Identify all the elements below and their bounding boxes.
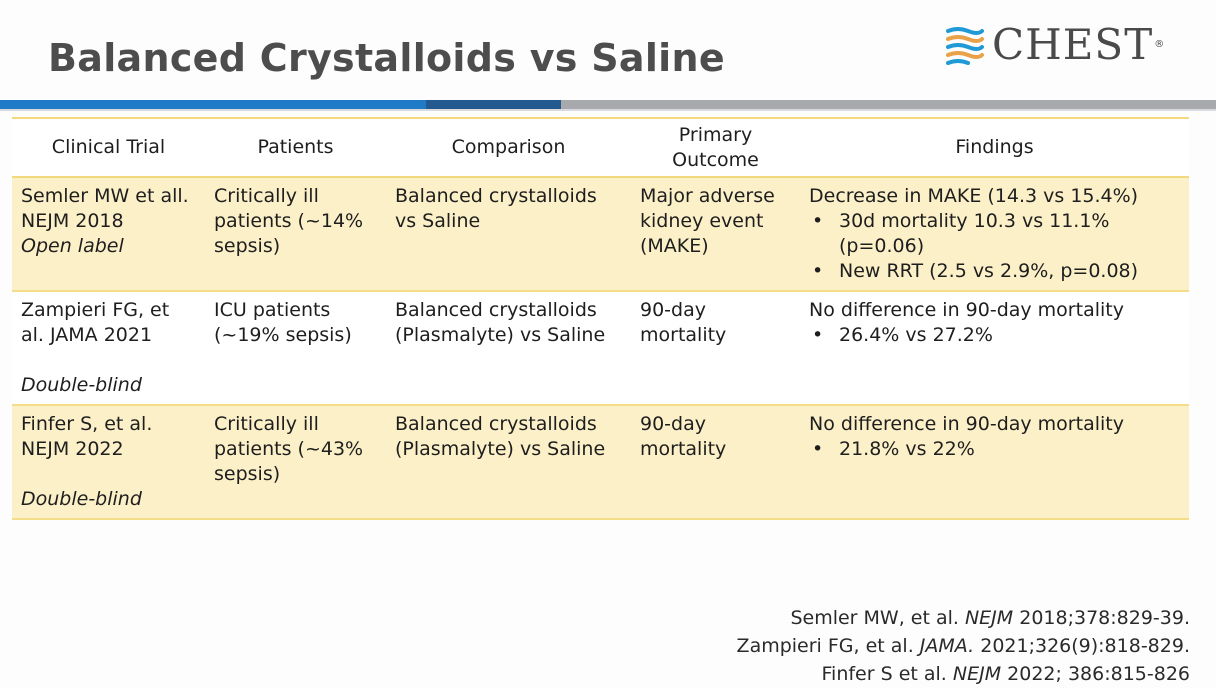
trial-name: Semler MW et all. NEJM 2018 — [21, 185, 189, 232]
patients-cell: Critically ill patients (~43% sepsis) — [205, 405, 386, 519]
reference-journal: JAMA. — [919, 635, 975, 657]
findings-cell — [800, 177, 1189, 291]
patients-cell: ICU patients (~19% sepsis) — [205, 291, 386, 405]
trials-table — [12, 117, 1189, 520]
logo-wordmark: CHEST — [992, 19, 1154, 69]
reference-line — [737, 632, 1190, 660]
finding-bullet: • New RRT (2.5 vs 2.9%, p=0.08) — [809, 259, 1181, 284]
chest-logo-icon — [944, 23, 986, 65]
comparison-cell: Balanced crystalloids vs Saline — [386, 177, 631, 291]
finding-bullet: • 21.8% vs 22% — [809, 437, 1181, 462]
trial-design: Double-blind — [21, 488, 142, 510]
header-clinical-trial: Clinical Trial — [12, 118, 205, 177]
reference-citation: 2022; 386:815-826 — [1001, 663, 1190, 685]
findings-cell — [800, 291, 1189, 405]
finding-summary: No difference in 90-day mortality — [809, 299, 1124, 321]
finding-bullets — [809, 323, 1181, 348]
chest-logo — [944, 20, 1164, 68]
outcome-cell: 90-day mortality — [631, 405, 800, 519]
reference-journal: NEJM — [964, 607, 1014, 629]
outcome-cell: Major adverse kidney event (MAKE) — [631, 177, 800, 291]
findings-cell — [800, 405, 1189, 519]
header-primary-outcome — [631, 118, 800, 177]
reference-authors: Finfer S et al. — [821, 663, 953, 685]
registered-mark: ® — [1154, 38, 1165, 50]
header-comparison: Comparison — [386, 118, 631, 177]
table-header-row — [12, 118, 1189, 177]
band-blue — [0, 100, 426, 109]
finding-bullet: • 26.4% vs 27.2% — [809, 323, 1181, 348]
reference-line — [737, 660, 1190, 688]
table-row — [12, 291, 1189, 405]
patients-cell: Critically ill patients (~14% sepsis) — [205, 177, 386, 291]
header-primary-outcome-label: Primary Outcome — [672, 123, 759, 171]
references — [737, 604, 1190, 688]
band-shadow — [0, 109, 1216, 111]
finding-bullet: • 30d mortality 10.3 vs 11.1% (p=0.06) — [809, 209, 1181, 259]
outcome-cell: 90-day mortality — [631, 291, 800, 405]
trial-cell — [12, 177, 205, 291]
header-patients: Patients — [205, 118, 386, 177]
trial-design: Double-blind — [21, 374, 142, 396]
reference-authors: Semler MW, et al. — [790, 607, 965, 629]
trial-cell — [12, 405, 205, 519]
finding-bullets — [809, 209, 1181, 284]
table-row — [12, 405, 1189, 519]
header-findings: Findings — [800, 118, 1189, 177]
band-gray — [561, 100, 1216, 109]
table-row — [12, 177, 1189, 291]
comparison-cell: Balanced crystalloids (Plasmalyte) vs Saline — [386, 291, 631, 405]
finding-summary: No difference in 90-day mortality — [809, 413, 1124, 435]
slide-title: Balanced Crystalloids vs Saline — [48, 36, 725, 80]
reference-citation: 2018;378:829-39. — [1013, 607, 1190, 629]
reference-line — [737, 604, 1190, 632]
trial-name: Zampieri FG, et al. JAMA 2021 — [21, 299, 170, 346]
reference-citation: 2021;326(9):818-829. — [974, 635, 1190, 657]
trial-name: Finfer S, et al. NEJM 2022 — [21, 413, 153, 460]
finding-summary: Decrease in MAKE (14.3 vs 15.4%) — [809, 185, 1139, 207]
trial-design: Open label — [21, 235, 124, 257]
finding-bullets — [809, 437, 1181, 462]
header-color-band — [0, 100, 1216, 109]
band-navy — [426, 100, 561, 109]
trial-cell — [12, 291, 205, 405]
comparison-cell: Balanced crystalloids (Plasmalyte) vs Saline — [386, 405, 631, 519]
reference-journal: NEJM — [952, 663, 1002, 685]
reference-authors: Zampieri FG, et al. — [736, 635, 920, 657]
